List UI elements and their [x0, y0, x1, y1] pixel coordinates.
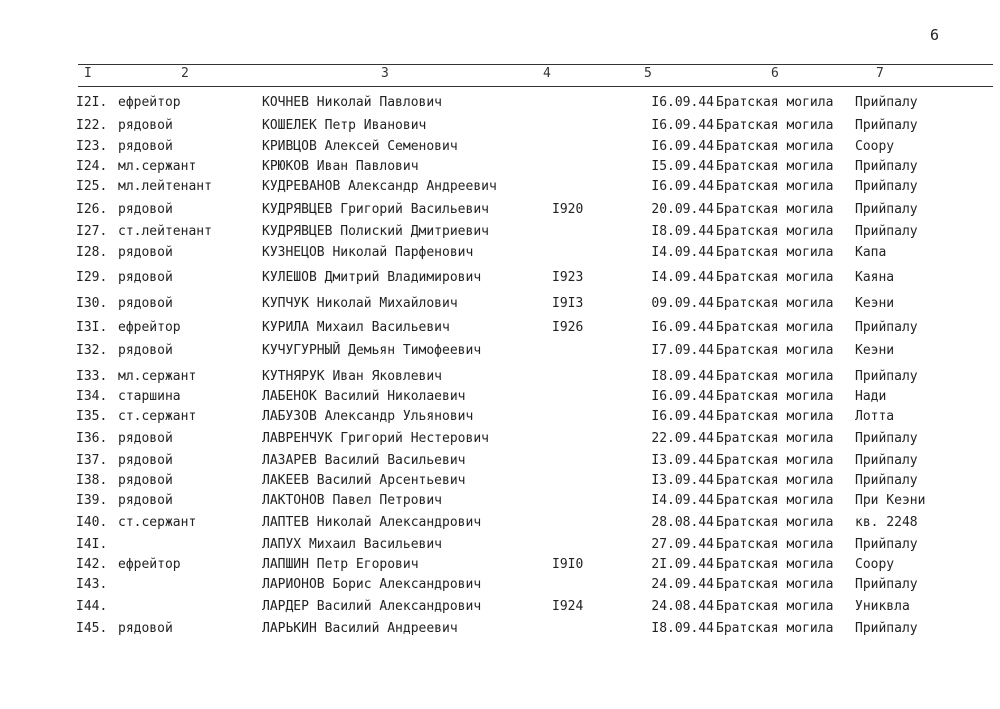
death-date: I8.09.44: [651, 621, 714, 636]
burial-type: Братская могила: [716, 515, 834, 530]
person-name: ЛАРЬКИН Василий Андреевич: [262, 621, 458, 636]
burial-place: Прийпалу: [855, 202, 918, 217]
death-date: I6.09.44: [651, 139, 714, 154]
burial-type: Братская могила: [716, 95, 834, 110]
page-number: 6: [930, 26, 940, 44]
person-name: ЛАЗАРЕВ Василий Васильевич: [262, 453, 466, 468]
burial-type: Братская могила: [716, 369, 834, 384]
death-date: I6.09.44: [651, 320, 714, 335]
death-date: I6.09.44: [651, 389, 714, 404]
birth-year: I924: [552, 599, 584, 614]
person-name: ЛАКЕЕВ Василий Арсентьевич: [262, 473, 466, 488]
person-name: ЛАПШИН Петр Егорович: [262, 557, 419, 572]
death-date: 2I.09.44: [651, 557, 714, 572]
burial-place: Прийпалу: [855, 179, 918, 194]
row-number: I28.: [76, 245, 108, 260]
column-header-1: I: [84, 66, 92, 81]
person-name: ЛАБУЗОВ Александр Ульянович: [262, 409, 474, 424]
burial-type: Братская могила: [716, 320, 834, 335]
person-name: КУРИЛА Михаил Васильевич: [262, 320, 450, 335]
rank: ефрейтор: [118, 95, 181, 110]
table-row: [0, 157, 1000, 177]
person-name: КОШЕЛЕК Петр Иванович: [262, 118, 427, 133]
birth-year: I920: [552, 202, 584, 217]
death-date: I8.09.44: [651, 224, 714, 239]
row-number: I2I.: [76, 95, 108, 110]
burial-place: Прийпалу: [855, 577, 918, 592]
table-row: [0, 471, 1000, 491]
burial-place: Соору: [855, 139, 895, 154]
death-date: I5.09.44: [651, 159, 714, 174]
table-row: [0, 93, 1000, 113]
column-header-4: 4: [543, 66, 551, 81]
rank: ст.лейтенант: [118, 224, 212, 239]
table-row: [0, 451, 1000, 471]
rank: рядовой: [118, 343, 173, 358]
row-number: I3I.: [76, 320, 108, 335]
rank: рядовой: [118, 139, 173, 154]
rank: рядовой: [118, 270, 173, 285]
burial-type: Братская могила: [716, 270, 834, 285]
person-name: КРЮКОВ Иван Павлович: [262, 159, 419, 174]
burial-place: кв. 2248: [855, 515, 918, 530]
row-number: I42.: [76, 557, 108, 572]
birth-year: I9I3: [552, 296, 584, 311]
birth-year: I926: [552, 320, 584, 335]
row-number: I35.: [76, 409, 108, 424]
death-date: 09.09.44: [651, 296, 714, 311]
burial-place: Прийпалу: [855, 95, 918, 110]
death-date: 20.09.44: [651, 202, 714, 217]
person-name: КУПЧУК Николай Михайлович: [262, 296, 458, 311]
burial-type: Братская могила: [716, 557, 834, 572]
burial-type: Братская могила: [716, 202, 834, 217]
row-number: I27.: [76, 224, 108, 239]
burial-place: Прийпалу: [855, 369, 918, 384]
death-date: I4.09.44: [651, 270, 714, 285]
row-number: I30.: [76, 296, 108, 311]
rank: мл.сержант: [118, 159, 197, 174]
row-number: I44.: [76, 599, 108, 614]
burial-type: Братская могила: [716, 224, 834, 239]
row-number: I39.: [76, 493, 108, 508]
row-number: I45.: [76, 621, 108, 636]
table-row: [0, 535, 1000, 555]
death-date: 27.09.44: [651, 537, 714, 552]
row-number: I34.: [76, 389, 108, 404]
rank: ст.сержант: [118, 515, 197, 530]
death-date: I6.09.44: [651, 409, 714, 424]
column-header-5: 5: [644, 66, 652, 81]
rank: рядовой: [118, 296, 173, 311]
death-date: I3.09.44: [651, 453, 714, 468]
person-name: ЛАПТЕВ Николай Александрович: [262, 515, 482, 530]
burial-type: Братская могила: [716, 577, 834, 592]
row-number: I22.: [76, 118, 108, 133]
death-date: I4.09.44: [651, 493, 714, 508]
table-row: [0, 222, 1000, 242]
burial-place: Нади: [855, 389, 887, 404]
burial-type: Братская могила: [716, 537, 834, 552]
rank: рядовой: [118, 245, 173, 260]
burial-place: Прийпалу: [855, 453, 918, 468]
burial-place: Прийпалу: [855, 159, 918, 174]
birth-year: I9I0: [552, 557, 584, 572]
person-name: ЛАРДЕР Василий Александрович: [262, 599, 482, 614]
burial-type: Братская могила: [716, 599, 834, 614]
table-row: [0, 619, 1000, 639]
rank: мл.сержант: [118, 369, 197, 384]
table-row: [0, 341, 1000, 361]
person-name: ЛАВРЕНЧУК Григорий Нестерович: [262, 431, 489, 446]
rank: рядовой: [118, 431, 173, 446]
burial-place: Прийпалу: [855, 320, 918, 335]
row-number: I40.: [76, 515, 108, 530]
row-number: I26.: [76, 202, 108, 217]
death-date: I6.09.44: [651, 179, 714, 194]
rank: старшина: [118, 389, 181, 404]
burial-place: Кеэни: [855, 343, 895, 358]
rank: ефрейтор: [118, 320, 181, 335]
table-row: [0, 513, 1000, 533]
header-rule-bottom: [78, 86, 993, 87]
person-name: ЛАБЕНОК Василий Николаевич: [262, 389, 466, 404]
table-row: [0, 177, 1000, 197]
burial-place: Прийпалу: [855, 224, 918, 239]
burial-place: Каяна: [855, 270, 895, 285]
rank: рядовой: [118, 493, 173, 508]
birth-year: I923: [552, 270, 584, 285]
burial-place: Прийпалу: [855, 473, 918, 488]
burial-place: Соору: [855, 557, 895, 572]
death-date: 28.08.44: [651, 515, 714, 530]
death-date: I8.09.44: [651, 369, 714, 384]
burial-type: Братская могила: [716, 245, 834, 260]
death-date: I6.09.44: [651, 118, 714, 133]
row-number: I33.: [76, 369, 108, 384]
person-name: КРИВЦОВ Алексей Семенович: [262, 139, 458, 154]
burial-place: Кеэни: [855, 296, 895, 311]
column-header-3: 3: [381, 66, 389, 81]
burial-place: Униквла: [855, 599, 910, 614]
rank: мл.лейтенант: [118, 179, 212, 194]
table-row: [0, 367, 1000, 387]
column-header-7: 7: [876, 66, 884, 81]
row-number: I4I.: [76, 537, 108, 552]
table-row: [0, 200, 1000, 220]
table-row: [0, 491, 1000, 511]
row-number: I25.: [76, 179, 108, 194]
table-row: [0, 575, 1000, 595]
table-row: [0, 137, 1000, 157]
person-name: КУДРЕВАНОВ Александр Андреевич: [262, 179, 497, 194]
person-name: ЛАКТОНОВ Павел Петрович: [262, 493, 443, 508]
burial-type: Братская могила: [716, 296, 834, 311]
rank: рядовой: [118, 202, 173, 217]
death-date: 22.09.44: [651, 431, 714, 446]
rank: рядовой: [118, 453, 173, 468]
burial-place: Капа: [855, 245, 887, 260]
burial-place: Прийпалу: [855, 621, 918, 636]
person-name: КОЧНЕВ Николай Павлович: [262, 95, 443, 110]
burial-type: Братская могила: [716, 473, 834, 488]
row-number: I37.: [76, 453, 108, 468]
burial-type: Братская могила: [716, 118, 834, 133]
burial-place: Прийпалу: [855, 118, 918, 133]
death-date: I7.09.44: [651, 343, 714, 358]
rank: ефрейтор: [118, 557, 181, 572]
table-row: [0, 597, 1000, 617]
death-date: 24.09.44: [651, 577, 714, 592]
table-row: [0, 429, 1000, 449]
death-date: 24.08.44: [651, 599, 714, 614]
table-row: [0, 116, 1000, 136]
column-header-2: 2: [181, 66, 189, 81]
burial-type: Братская могила: [716, 409, 834, 424]
burial-type: Братская могила: [716, 493, 834, 508]
person-name: ЛАРИОНОВ Борис Александрович: [262, 577, 482, 592]
burial-type: Братская могила: [716, 159, 834, 174]
column-header-6: 6: [771, 66, 779, 81]
header-rule-top: [78, 64, 993, 65]
rank: ст.сержант: [118, 409, 197, 424]
burial-place: Прийпалу: [855, 537, 918, 552]
burial-type: Братская могила: [716, 343, 834, 358]
row-number: I32.: [76, 343, 108, 358]
rank: рядовой: [118, 621, 173, 636]
table-row: [0, 387, 1000, 407]
table-row: [0, 243, 1000, 263]
table-row: [0, 555, 1000, 575]
death-date: I4.09.44: [651, 245, 714, 260]
burial-place: Прийпалу: [855, 431, 918, 446]
death-date: I3.09.44: [651, 473, 714, 488]
person-name: КУТНЯРУК Иван Яковлевич: [262, 369, 443, 384]
person-name: КУДРЯВЦЕВ Полиский Дмитриевич: [262, 224, 489, 239]
rank: рядовой: [118, 118, 173, 133]
burial-type: Братская могила: [716, 431, 834, 446]
burial-type: Братская могила: [716, 179, 834, 194]
burial-type: Братская могила: [716, 453, 834, 468]
row-number: I29.: [76, 270, 108, 285]
person-name: КУЛЕШОВ Дмитрий Владимирович: [262, 270, 482, 285]
table-row: [0, 318, 1000, 338]
row-number: I36.: [76, 431, 108, 446]
burial-place: При Кеэни: [855, 493, 926, 508]
person-name: ЛАПУХ Михаил Васильевич: [262, 537, 443, 552]
table-row: [0, 294, 1000, 314]
table-row: [0, 407, 1000, 427]
burial-place: Лотта: [855, 409, 895, 424]
burial-type: Братская могила: [716, 139, 834, 154]
row-number: I38.: [76, 473, 108, 488]
person-name: КУЧУГУРНЫЙ Демьян Тимофеевич: [262, 343, 482, 358]
burial-type: Братская могила: [716, 389, 834, 404]
person-name: КУЗНЕЦОВ Николай Парфенович: [262, 245, 474, 260]
death-date: I6.09.44: [651, 95, 714, 110]
row-number: I24.: [76, 159, 108, 174]
table-row: [0, 268, 1000, 288]
burial-type: Братская могила: [716, 621, 834, 636]
row-number: I23.: [76, 139, 108, 154]
rank: рядовой: [118, 473, 173, 488]
person-name: КУДРЯВЦЕВ Григорий Васильевич: [262, 202, 489, 217]
row-number: I43.: [76, 577, 108, 592]
